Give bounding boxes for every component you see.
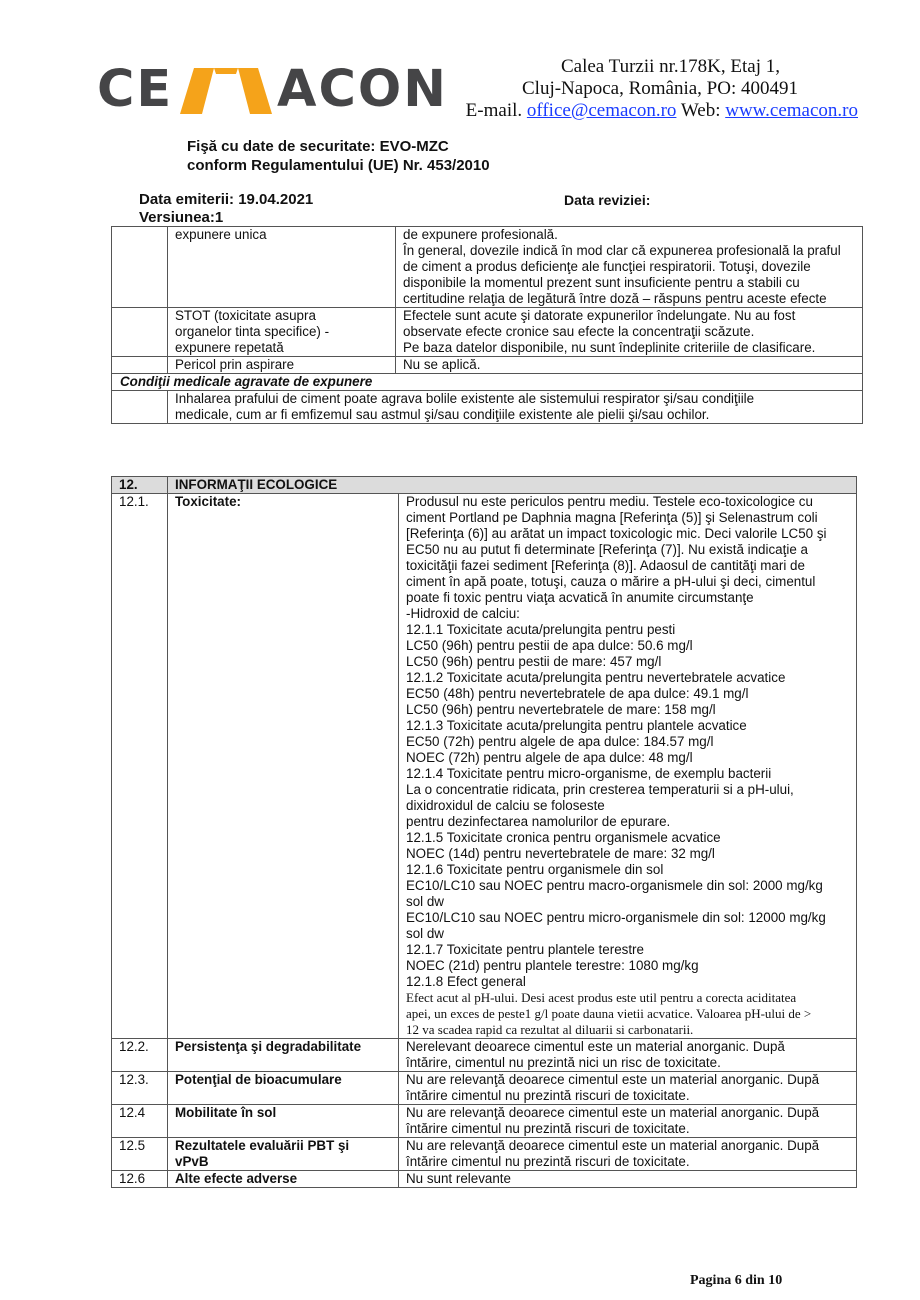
row-label: Rezultatele evaluării PBT şi vPvB xyxy=(168,1138,399,1171)
section-header-row xyxy=(112,477,857,494)
title-line-1: Fişă cu date de securitate: EVO-MZC xyxy=(187,138,449,155)
row-label: STOT (toxicitate asupra organelor tinta specifice) - expunere repetată xyxy=(168,308,396,357)
row-number: 12.5 xyxy=(112,1138,168,1171)
table-row xyxy=(112,308,863,357)
table-row xyxy=(112,494,857,1039)
logo-text-left: CE xyxy=(97,60,174,119)
row-label: Persistenţa şi degradabilitate xyxy=(168,1039,399,1072)
row-label: Potenţial de bioacumulare xyxy=(168,1072,399,1105)
table-row xyxy=(112,227,863,308)
email-label: E-mail. xyxy=(465,100,523,121)
web-link[interactable]: www.cemacon.ro xyxy=(725,100,858,121)
document-title xyxy=(187,137,490,175)
row-value: Inhalarea prafului de ciment poate agrava bolile existente ale sistemului respirator şi/sau condiţiile medicale, cum ar fi emfizemul sau astmul şi/sau condiţiile existente ale pielii şi/sau ochilor. xyxy=(168,391,863,424)
row-number: 12.4 xyxy=(112,1105,168,1138)
page-number: Pagina 6 din 10 xyxy=(690,1273,783,1288)
email-link[interactable]: office@cemacon.ro xyxy=(526,100,677,121)
section-heading-row xyxy=(112,374,863,391)
contact-line xyxy=(466,100,858,122)
cemacon-logo xyxy=(97,60,448,119)
row-label: Pericol prin aspirare xyxy=(168,357,396,374)
row-value: Nu are relevanţă deoarece cimentul este un material anorganic. După întărire cimentul nu prezintă riscuri de toxicitate. xyxy=(399,1072,857,1105)
section-title: INFORMAŢII ECOLOGICE xyxy=(168,477,857,494)
ecological-information-table xyxy=(111,476,857,1188)
row-number: 12.1. xyxy=(112,494,168,1039)
table-row xyxy=(112,1072,857,1105)
row-value: Nerelevant deoarece cimentul este un material anorganic. După întărire, cimentul nu prezintă nici un risc de toxicitate. xyxy=(399,1039,857,1072)
row-label: expunere unica xyxy=(168,227,396,308)
version: Versiunea:1 xyxy=(139,209,224,226)
web-label: Web: xyxy=(680,100,721,121)
row-value: Nu se aplică. xyxy=(396,357,863,374)
issue-info xyxy=(139,191,313,227)
row-number: 12.2. xyxy=(112,1039,168,1072)
table-row xyxy=(112,1138,857,1171)
section-heading: Condiţii medicale agravate de expunere xyxy=(112,374,863,391)
revision-date: Data reviziei: xyxy=(564,192,651,208)
row-value: Produsul nu este periculos pentru mediu. Testele eco-toxicologice cu ciment Portland pe Daphnia magna [Referinţa (5)] şi Selenastrum coli [Referinţa (6)] au arătat un impact toxicologic mic. Deci valorile LC50 şi EC50 nu au putut fi determinate [Referinţa (7)]. Nu există indicaţie a toxicităţii fazei sediment [Referinţa (8)]. Adaosul de cantităţi mari de ciment în apă poate, totuşi, cauza o mărire a pH-ului şi deci, cimentul poate fi toxic pentru viaţa acvatică în anumite circumstanţe -Hidroxid de calciu: 12.1.1 Toxicitate acuta/prelungita pentru pesti LC50 (96h) pentru pestii de apa dulce: 50.6 mg/l LC50 (96h) pentru pestii de mare: 457 mg/l 12.1.2 Toxicitate acuta/prelungita pentru nevertebratele acvatice EC50 (48h) pentru nevertebratele de apa dulce: 49.1 mg/l LC50 (96h) pentru nevertebratele de mare: 158 mg/l 12.1.3 Toxicitate acuta/prelungita pentru plantele acvatice EC50 (72h) pentru algele de apa dulce: 184.57 mg/l NOEC (72h) pentru algele de apa dulce: 48 mg/l 12.1.4 Toxicitate pentru micro-organisme, de exemplu bacterii La o concentratie ridicata, prin cresterea temperaturii si a pH-ului, dixidroxidul de calciu se foloseste pentru dezinfectarea namolurilor de epurare. 12.1.5 Toxicitate cronica pentru organismele acvatice NOEC (14d) pentru nevertebratele de mare: 32 mg/l 12.1.6 Toxicitate pentru organismele din sol EC10/LC10 sau NOEC pentru macro-organismele din sol: 2000 mg/kg sol dw EC10/LC10 sau NOEC pentru micro-organismele din sol: 12000 mg/kg sol dw 12.1.7 Toxicitate pentru plantele terestre NOEC (21d) pentru plantele terestre: 1080 mg/kg 12.1.8 Efect general Efect acut al pH-ului. Desi acest produs este util pentru a corecta aciditatea apei, un exces de peste1 g/l poate dauna vietii acvatice. Valoarea pH-ului de > 12 va scadea rapid ca rezultat al diluarii si carbonatarii. xyxy=(399,494,857,1039)
logo-mark-icon xyxy=(180,68,272,114)
row-number: 12.6 xyxy=(112,1171,168,1188)
toxicology-continuation-table xyxy=(111,226,863,424)
row-number: 12.3. xyxy=(112,1072,168,1105)
logo-text-right: ACON xyxy=(277,60,448,119)
row-value: Efectele sunt acute şi datorate expunerilor îndelungate. Nu au fost observate efecte cronice sau efecte la concentraţii scăzute. Pe baza datelor disponibile, nu sunt îndeplinite criteriile de clasificare. xyxy=(396,308,863,357)
company-address xyxy=(466,56,858,122)
row-label: Toxicitate: xyxy=(168,494,399,1039)
row-label: Mobilitate în sol xyxy=(168,1105,399,1138)
address-line-2: Cluj-Napoca, România, PO: 400491 xyxy=(522,78,798,99)
row-value: Nu are relevanţă deoarece cimentul este un material anorganic. După întărire cimentul nu prezintă riscuri de toxicitate. xyxy=(399,1105,857,1138)
row-value: Nu sunt relevante xyxy=(399,1171,857,1188)
title-line-2: conform Regulamentului (UE) Nr. 453/2010 xyxy=(187,157,490,174)
table-row xyxy=(112,1105,857,1138)
row-value: Nu are relevanţă deoarece cimentul este un material anorganic. După întărire cimentul nu prezintă riscuri de toxicitate. xyxy=(399,1138,857,1171)
row-value: de expunere profesională. În general, dovezile indică în mod clar că expunerea profesională la praful de ciment a produs deficienţe ale funcţiei respiratorii. Totuşi, dovezile disponibile la momentul prezent sunt insuficiente pentru a stabili cu certitudine relaţia de legătură între doză – răspuns pentru aceste efecte xyxy=(396,227,863,308)
issue-date: Data emiterii: 19.04.2021 xyxy=(139,191,314,208)
section-number: 12. xyxy=(112,477,168,494)
row-label: Alte efecte adverse xyxy=(168,1171,399,1188)
address-line-1: Calea Turzii nr.178K, Etaj 1, xyxy=(560,56,780,77)
table-row xyxy=(112,1171,857,1188)
table-row xyxy=(112,391,863,424)
table-row xyxy=(112,1039,857,1072)
table-row xyxy=(112,357,863,374)
